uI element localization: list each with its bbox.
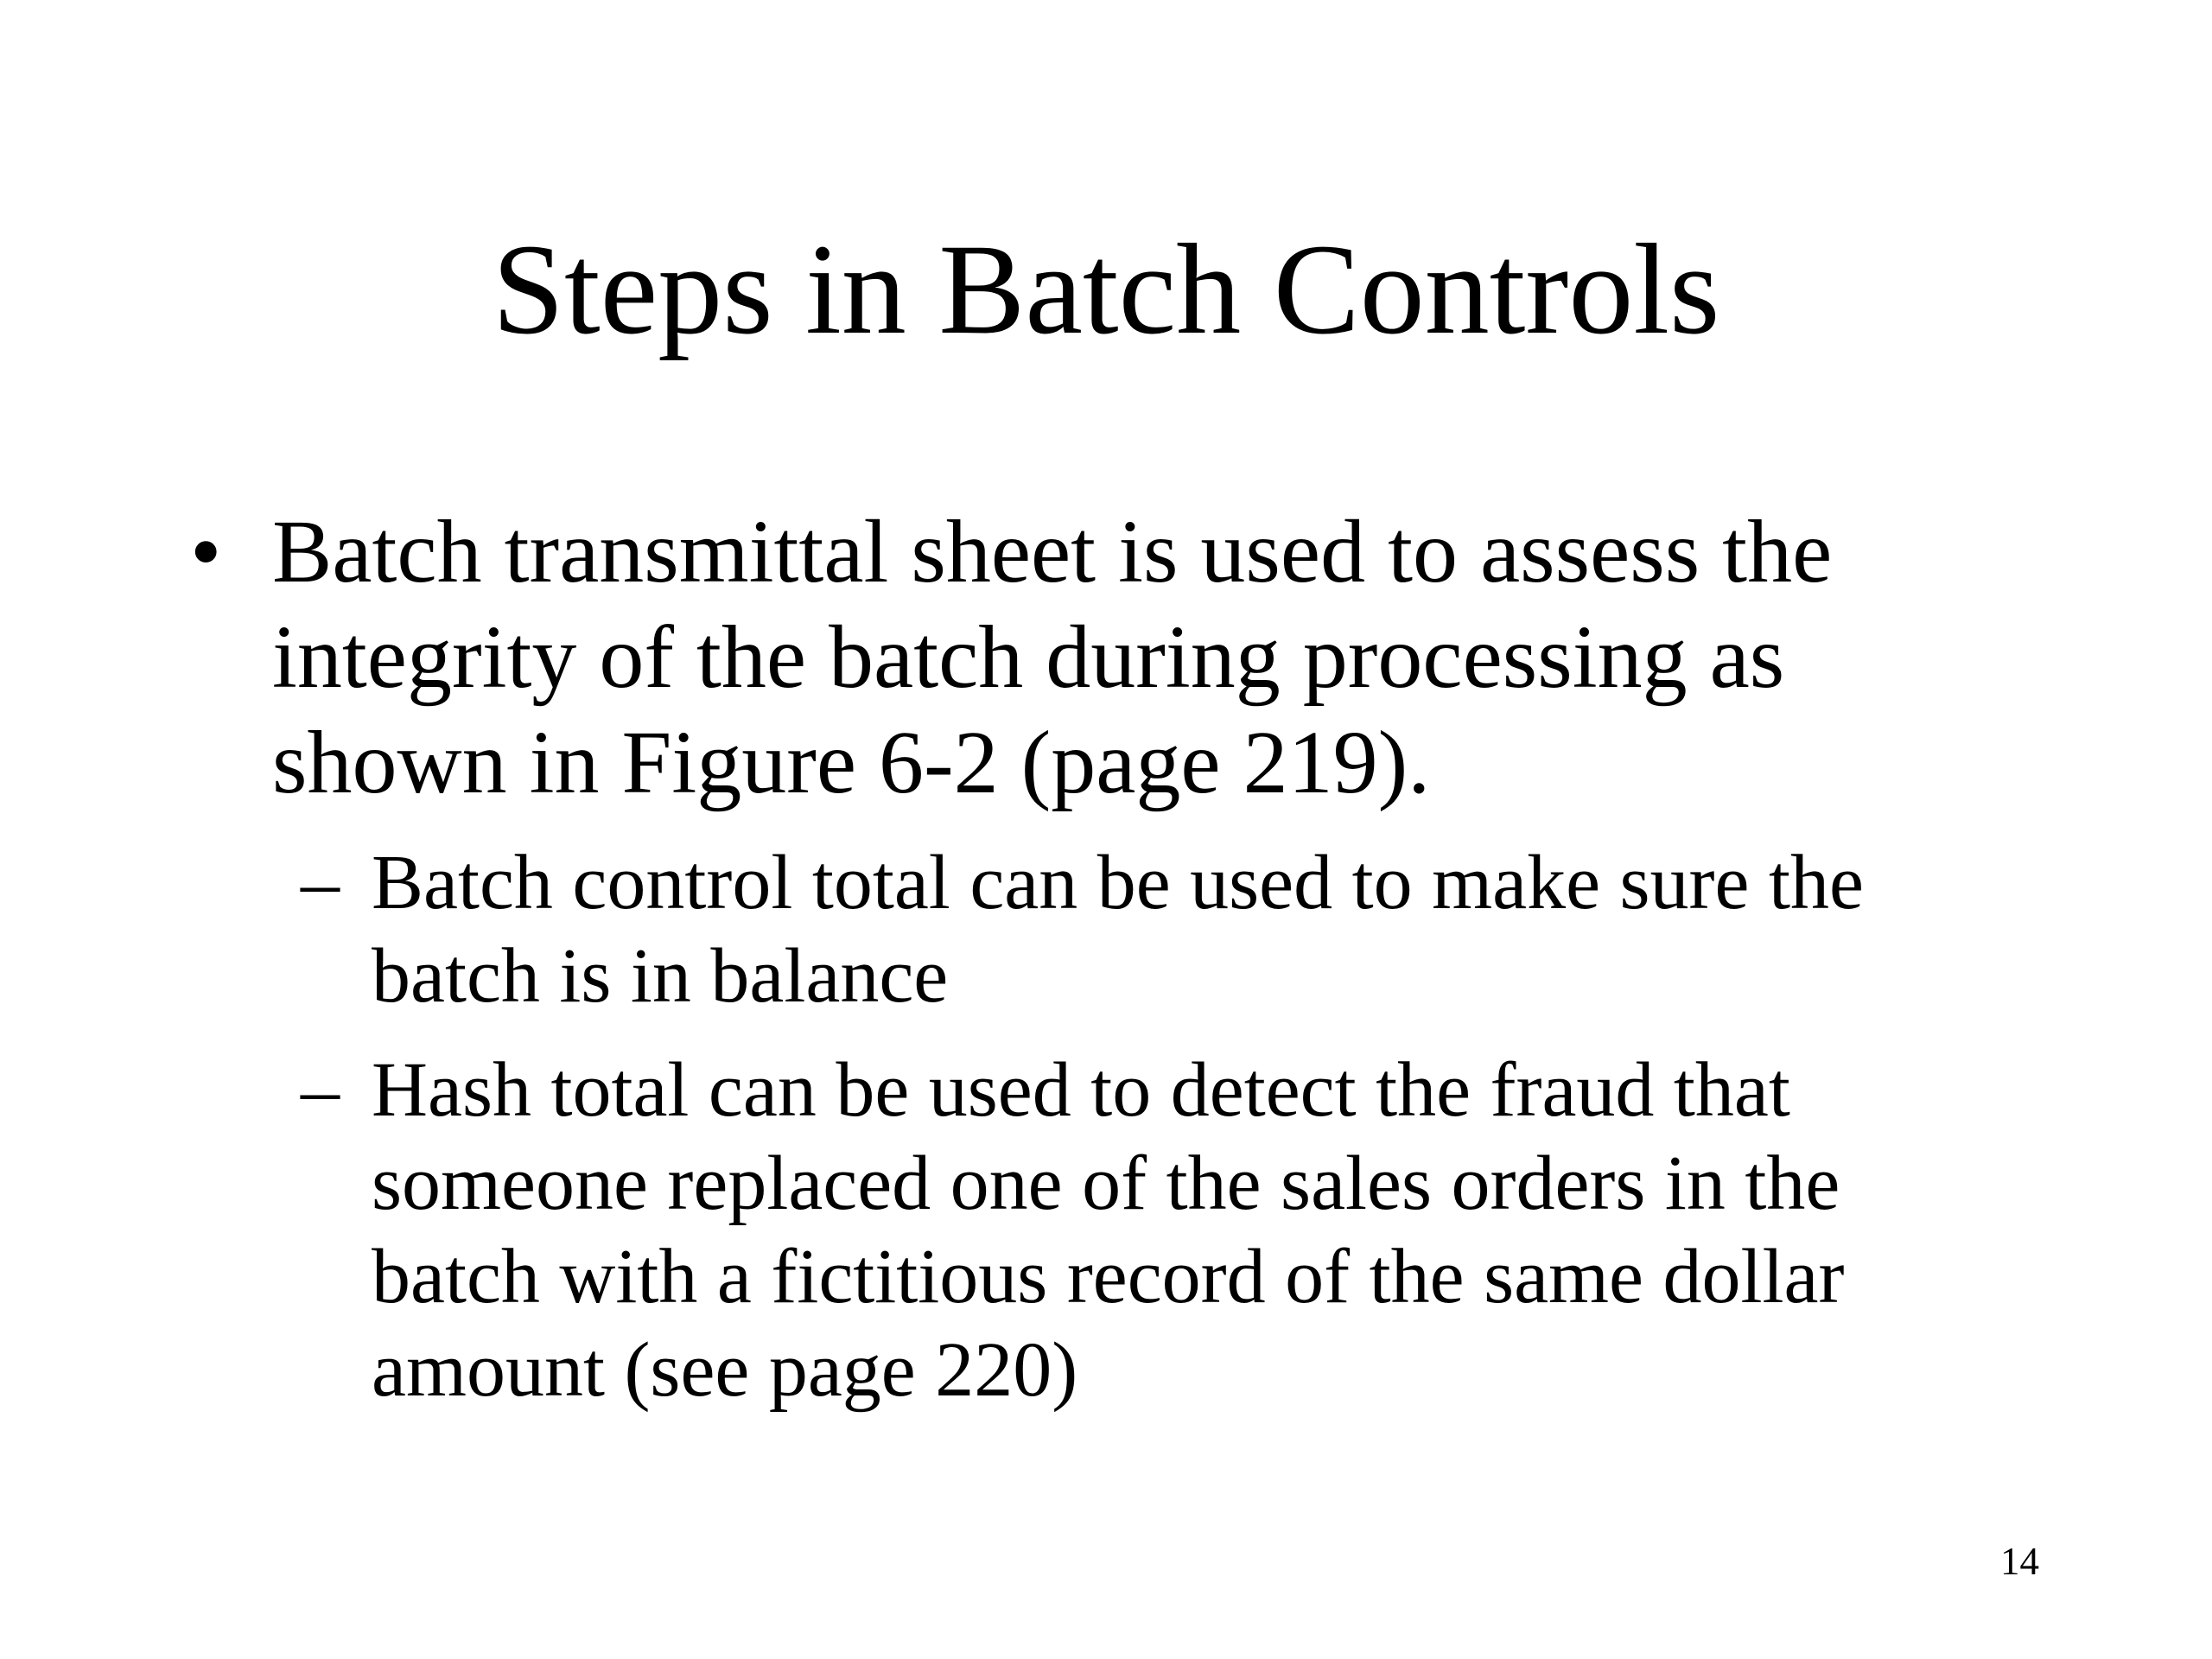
sub-bullet-text-line: someone replaced one of the sales orders in the <box>372 1141 1840 1226</box>
bullet-text-line: Batch transmittal sheet is used to assess the <box>272 502 1833 601</box>
sub-bullet-text <box>372 836 2143 1023</box>
page-number: 14 <box>2000 1540 2039 1583</box>
slide-title: Steps in Batch Controls <box>492 218 1720 361</box>
sub-bullet-marker: – <box>301 1047 340 1133</box>
bullet-text-line: shown in Figure 6-2 (page 219). <box>272 713 1431 812</box>
sub-bullet-text-line: amount (see page 220) <box>372 1327 1078 1413</box>
bullet-text-line: integrity of the batch during processing as <box>272 607 1785 707</box>
sub-bullet-text-line: batch with a fictitious record of the same dollar <box>372 1234 1845 1319</box>
sub-bullet-marker: – <box>301 840 340 925</box>
bullet-marker: • <box>190 502 222 601</box>
sub-bullet-text-line: Batch control total can be used to make sure the <box>372 840 1864 925</box>
sub-bullet-text-line: batch is in balance <box>372 933 949 1019</box>
sub-bullet-text-line: Hash total can be used to detect the fraud that <box>372 1047 1790 1133</box>
sub-bullet-text <box>372 1044 2143 1417</box>
bullet-text <box>272 499 2130 816</box>
